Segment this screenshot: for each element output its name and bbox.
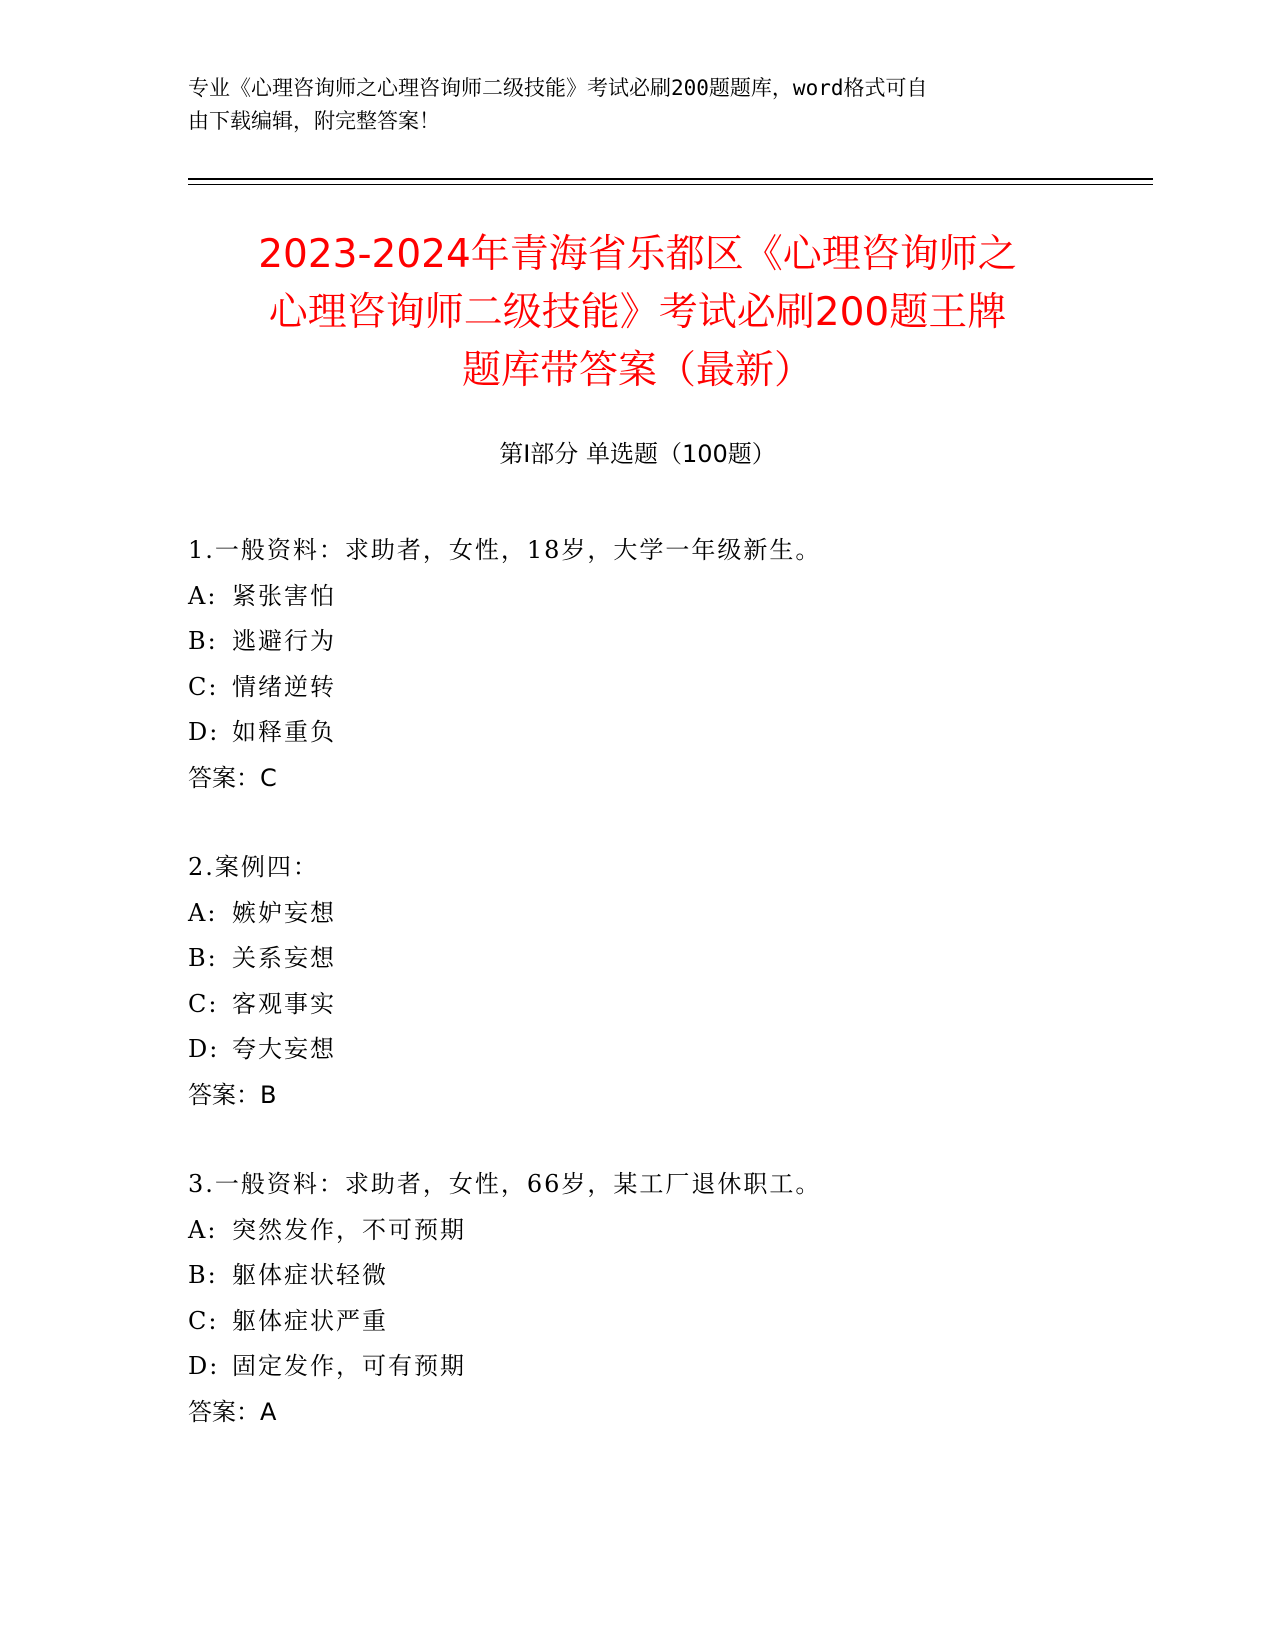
- option-a: [188, 574, 1148, 620]
- question-3: [188, 1162, 1148, 1435]
- option-letter: C:: [188, 1306, 219, 1335]
- question-2: [188, 845, 1148, 1118]
- option-d: [188, 1344, 1148, 1390]
- option-text: 躯体症状严重: [232, 1306, 388, 1335]
- option-text: 突然发作，不可预期: [232, 1215, 466, 1244]
- option-text: 嫉妒妄想: [232, 898, 336, 927]
- header-divider-thick: [188, 178, 1153, 180]
- document-title: [150, 226, 1125, 400]
- title-line-2: 心理咨询师二级技能》考试必刷200题王牌: [268, 290, 1007, 335]
- option-c: [188, 982, 1148, 1028]
- option-b: [188, 936, 1148, 982]
- option-c: [188, 665, 1148, 711]
- option-text: 关系妄想: [232, 944, 336, 972]
- question-stem: 1.一般资料：求助者，女性，18岁，大学一年级新生。: [188, 536, 822, 564]
- option-letter: A:: [188, 581, 218, 610]
- option-text: 夸大妄想: [232, 1035, 336, 1063]
- option-text: 紧张害怕: [232, 581, 336, 610]
- question-stem: 3.一般资料：求助者，女性，66岁，某工厂退休职工。: [188, 1170, 822, 1198]
- option-letter: B:: [188, 944, 218, 972]
- option-letter: B:: [188, 627, 218, 655]
- option-letter: C:: [188, 672, 219, 701]
- title-line-3: 题库带答案（最新）: [461, 348, 813, 393]
- question-1: [188, 528, 1148, 801]
- header-note-line-2: 由下载编辑，附完整答案！: [188, 109, 440, 133]
- option-letter: D:: [188, 1035, 220, 1063]
- option-letter: A:: [188, 1215, 218, 1244]
- option-letter: A:: [188, 898, 218, 927]
- answer-line: 答案：C: [188, 763, 277, 792]
- header-note: [188, 72, 1088, 138]
- option-c: [188, 1299, 1148, 1345]
- option-text: 如释重负: [232, 718, 336, 746]
- option-text: 固定发作，可有预期: [232, 1352, 466, 1380]
- question-stem: 2.案例四：: [188, 853, 319, 881]
- title-line-1: 2023-2024年青海省乐都区《心理咨询师之: [258, 232, 1017, 277]
- option-text: 情绪逆转: [232, 672, 336, 701]
- section-heading: 第Ⅰ部分 单选题（100题）: [499, 440, 776, 468]
- option-d: [188, 710, 1148, 756]
- option-a: [188, 891, 1148, 937]
- question-list: [188, 528, 1148, 1479]
- option-d: [188, 1027, 1148, 1073]
- answer-line: 答案：B: [188, 1080, 277, 1109]
- option-letter: D:: [188, 1352, 220, 1380]
- option-letter: D:: [188, 718, 220, 746]
- option-b: [188, 619, 1148, 665]
- answer-line: 答案：A: [188, 1397, 277, 1426]
- header-divider-thin: [188, 184, 1153, 185]
- option-a: [188, 1208, 1148, 1254]
- option-text: 躯体症状轻微: [232, 1261, 388, 1289]
- option-b: [188, 1253, 1148, 1299]
- option-text: 客观事实: [232, 989, 336, 1018]
- option-text: 逃避行为: [232, 627, 336, 655]
- option-letter: B:: [188, 1261, 218, 1289]
- header-note-line-1: 专业《心理咨询师之心理咨询师二级技能》考试必刷200题题库，word格式可自: [188, 76, 928, 100]
- option-letter: C:: [188, 989, 219, 1018]
